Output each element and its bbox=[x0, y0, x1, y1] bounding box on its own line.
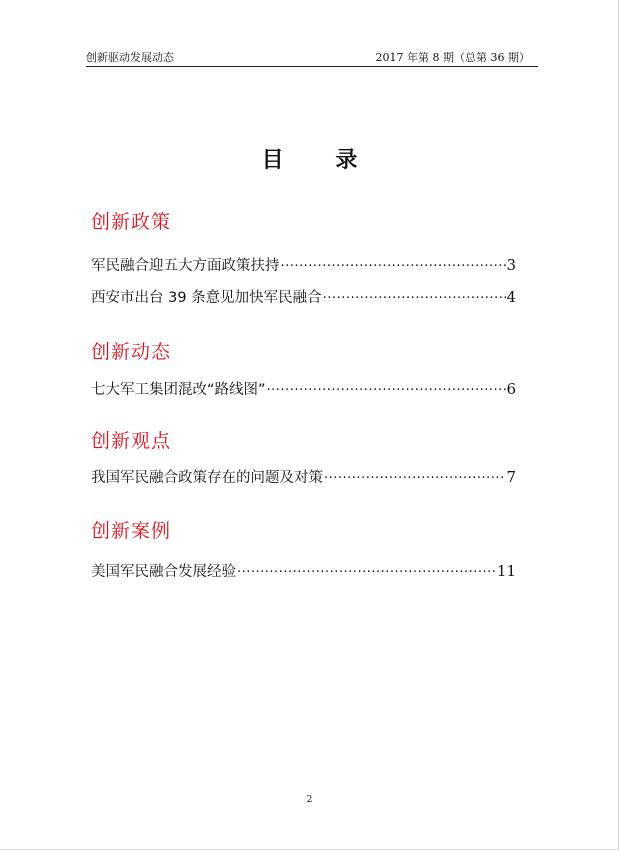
toc-entry-page: 7 bbox=[506, 468, 516, 486]
toc-leader-dots bbox=[236, 565, 497, 580]
toc-entry-title: 美国军民融合发展经验 bbox=[91, 564, 236, 580]
toc-entry-page: 11 bbox=[496, 562, 516, 580]
header-publication-name: 创新驱动发展动态 bbox=[86, 51, 174, 64]
section-heading-news: 创新动态 bbox=[91, 341, 172, 363]
toc-title: 目 录 bbox=[261, 148, 380, 173]
header-issue-info: 2017 年第 8 期（总第 36 期） bbox=[375, 51, 530, 64]
toc-entry[interactable] bbox=[91, 560, 516, 582]
toc-leader-dots bbox=[280, 259, 507, 274]
section-heading-case: 创新案例 bbox=[91, 520, 172, 542]
toc-entry-title: 我国军民融合政策存在的问题及对策 bbox=[91, 470, 323, 486]
toc-leader-dots bbox=[266, 383, 507, 398]
page-header bbox=[86, 46, 538, 67]
page-number: 2 bbox=[306, 795, 313, 805]
toc-entry[interactable] bbox=[91, 286, 516, 308]
section-heading-viewpoint: 创新观点 bbox=[91, 430, 172, 452]
toc-entry[interactable] bbox=[91, 378, 516, 400]
toc-entry[interactable] bbox=[91, 254, 516, 276]
toc-entry[interactable] bbox=[91, 466, 516, 488]
toc-entry-title: 西安市出台 39 条意见加快军民融合 bbox=[91, 290, 322, 306]
toc-entry-page: 6 bbox=[506, 380, 516, 398]
toc-leader-dots bbox=[322, 291, 507, 306]
toc-entry-page: 4 bbox=[506, 288, 516, 306]
toc-entry-title: 军民融合迎五大方面政策扶持 bbox=[91, 258, 280, 274]
section-heading-policy: 创新政策 bbox=[91, 211, 172, 233]
toc-entry-title: 七大军工集团混改“路线图” bbox=[91, 382, 266, 398]
toc-entry-page: 3 bbox=[506, 256, 516, 274]
toc-leader-dots bbox=[323, 471, 506, 486]
